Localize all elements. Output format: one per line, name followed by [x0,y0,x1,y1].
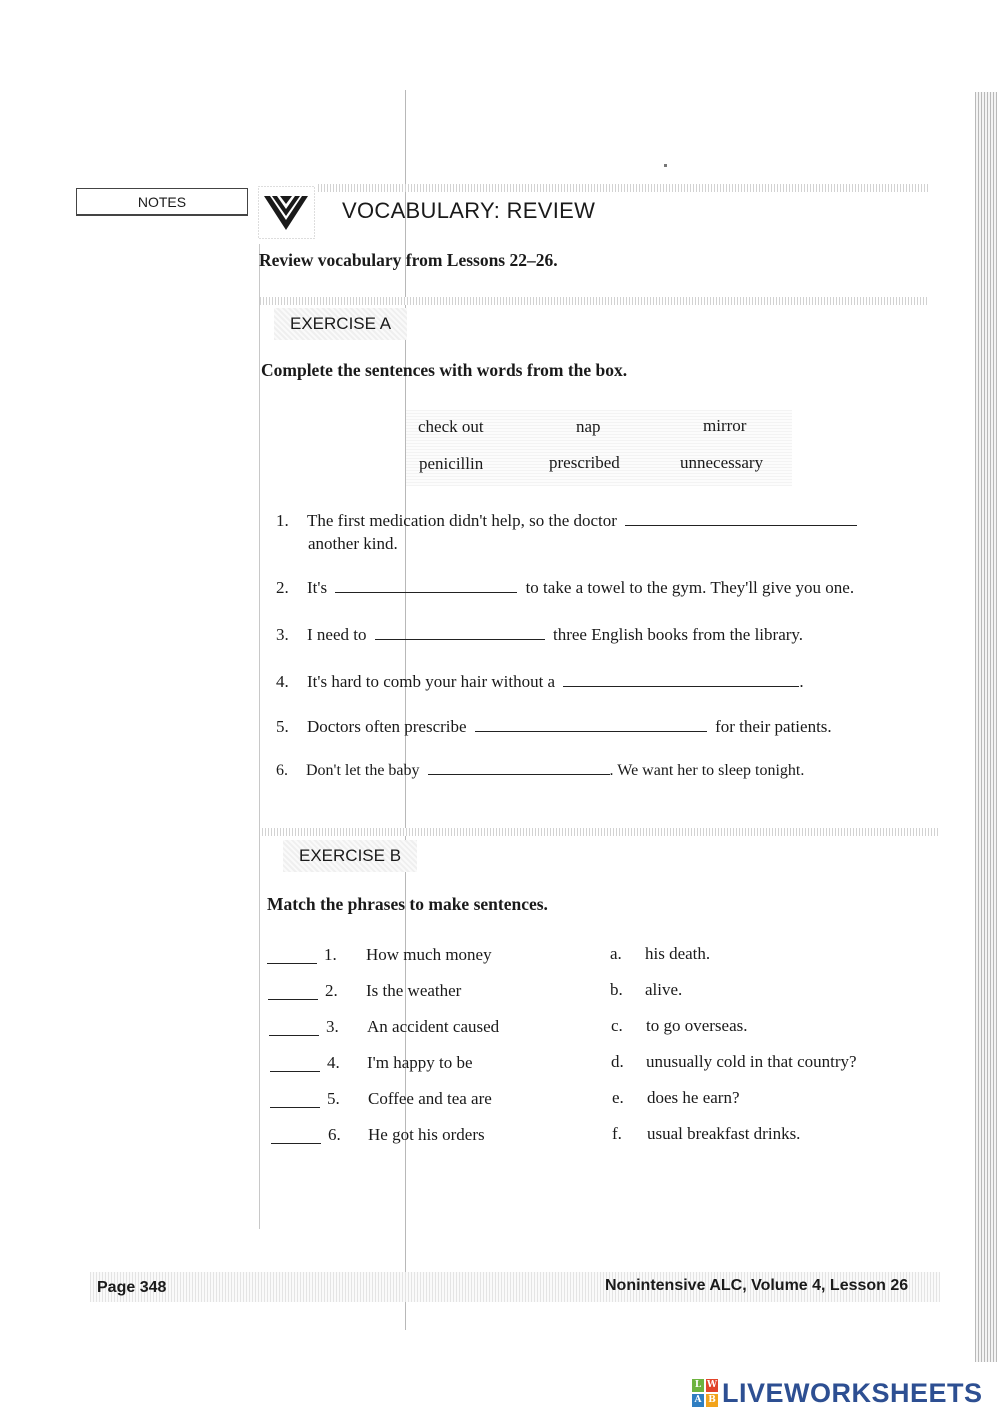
match-letter: a. [610,944,622,963]
match-letter: c. [611,1016,623,1035]
badge-letter: W [706,1380,718,1390]
match-phrase: How much money [366,945,492,964]
word-box-item: unnecessary [680,453,764,472]
sentence-text: The first medication didn't help, so the doctor [307,511,617,530]
match-answer-blank-6[interactable] [271,1142,321,1144]
scan-speck [664,164,667,167]
match-phrase: Coffee and tea are [368,1089,492,1108]
match-number: 2. [325,981,338,1000]
answer-blank-2[interactable] [335,591,517,593]
sentence-item [276,717,832,737]
word-box-item: penicillin [419,454,484,473]
brand-name: LIVEWORKSHEETS [722,1377,983,1408]
notes-label: NOTES [76,188,248,216]
exercise-a-label: EXERCISE A [274,308,407,340]
word-box-item: nap [576,417,601,436]
match-phrase: He got his orders [368,1125,485,1144]
liveworksheets-logo [692,1378,983,1408]
match-letter: b. [610,980,623,999]
match-answer-blank-1[interactable] [267,962,317,964]
sentence-number: 4. [276,672,289,691]
word-box-item: mirror [703,416,747,435]
sentence-text: to take a towel to the gym. They'll give you one. [525,578,855,597]
sentence-number: 6. [276,762,288,779]
match-ending: usual breakfast drinks. [647,1124,801,1143]
liveworksheets-badge-icon [692,1379,718,1407]
course-info: Nonintensive ALC, Volume 4, Lesson 26 [605,1277,909,1294]
sentence-text: for their patients. [715,717,832,736]
sentence-number: 2. [276,578,289,597]
match-answer-blank-5[interactable] [270,1106,320,1108]
answer-blank-3[interactable] [375,638,545,640]
match-number: 5. [327,1089,340,1108]
match-number: 1. [324,945,337,964]
sentence-text: . We want her to sleep tonight. [609,762,805,779]
exercise-b-instruction: Match the phrases to make sentences. [267,894,548,914]
sentence-number: 1. [276,511,289,530]
exercise-a-instruction: Complete the sentences with words from the box. [261,360,628,380]
match-number: 6. [328,1125,341,1144]
match-number: 3. [326,1017,339,1036]
sentence-item [276,625,803,645]
sentence-text: Doctors often prescribe [307,717,467,736]
header-rule [318,184,928,192]
match-answer-blank-3[interactable] [269,1034,319,1036]
sentence-text: It's hard to comb your hair without a [307,672,556,691]
match-letter: e. [612,1088,624,1107]
answer-blank-6[interactable] [428,773,610,775]
sentence-text: I need to [307,625,367,644]
match-answer-blank-4[interactable] [270,1070,320,1072]
match-phrase: I'm happy to be [367,1053,473,1072]
vocabulary-logo [258,186,315,239]
sentence-number: 5. [276,717,289,736]
section-subtitle: Review vocabulary from Lessons 22–26. [259,250,558,270]
match-letter: f. [612,1124,622,1143]
match-ending: unusually cold in that country? [646,1052,857,1071]
sentence-number: 3. [276,625,289,644]
exercise-b-rule [262,828,938,836]
exercise-a-rule [260,297,928,305]
word-box-item: check out [418,417,484,436]
badge-letter: B [706,1394,718,1407]
answer-blank-5[interactable] [475,730,707,732]
sentence-text: Don't let the baby [306,762,420,779]
match-ending: to go overseas. [646,1016,748,1035]
match-letter: d. [611,1052,624,1071]
answer-blank-1[interactable] [625,524,857,526]
left-margin-rule [259,244,260,1229]
match-phrase: Is the weather [366,981,462,1000]
sentence-text: another kind. [308,534,398,553]
answer-blank-4[interactable] [563,685,799,687]
badge-letter: A [692,1394,704,1407]
page-number: Page 348 [97,1279,167,1296]
exercise-b-label: EXERCISE B [283,840,417,872]
match-phrase: An accident caused [367,1017,500,1036]
sentence-item [276,511,861,531]
section-title: VOCABULARY: REVIEW [342,198,596,223]
sentence-text: . [799,672,804,691]
match-number: 4. [327,1053,340,1072]
badge-letter: L [692,1379,704,1392]
sentence-text: three English books from the library. [552,625,804,644]
sentence-item [276,762,804,780]
match-ending: alive. [645,980,683,999]
match-ending: his death. [645,944,711,963]
match-ending: does he earn? [647,1088,740,1107]
match-answer-blank-2[interactable] [268,998,318,1000]
word-box-item: prescribed [549,453,620,472]
sentence-item [276,578,854,598]
sentence-item [276,672,804,692]
scan-page-edge [975,92,997,1362]
sentence-text: It's [307,578,328,597]
